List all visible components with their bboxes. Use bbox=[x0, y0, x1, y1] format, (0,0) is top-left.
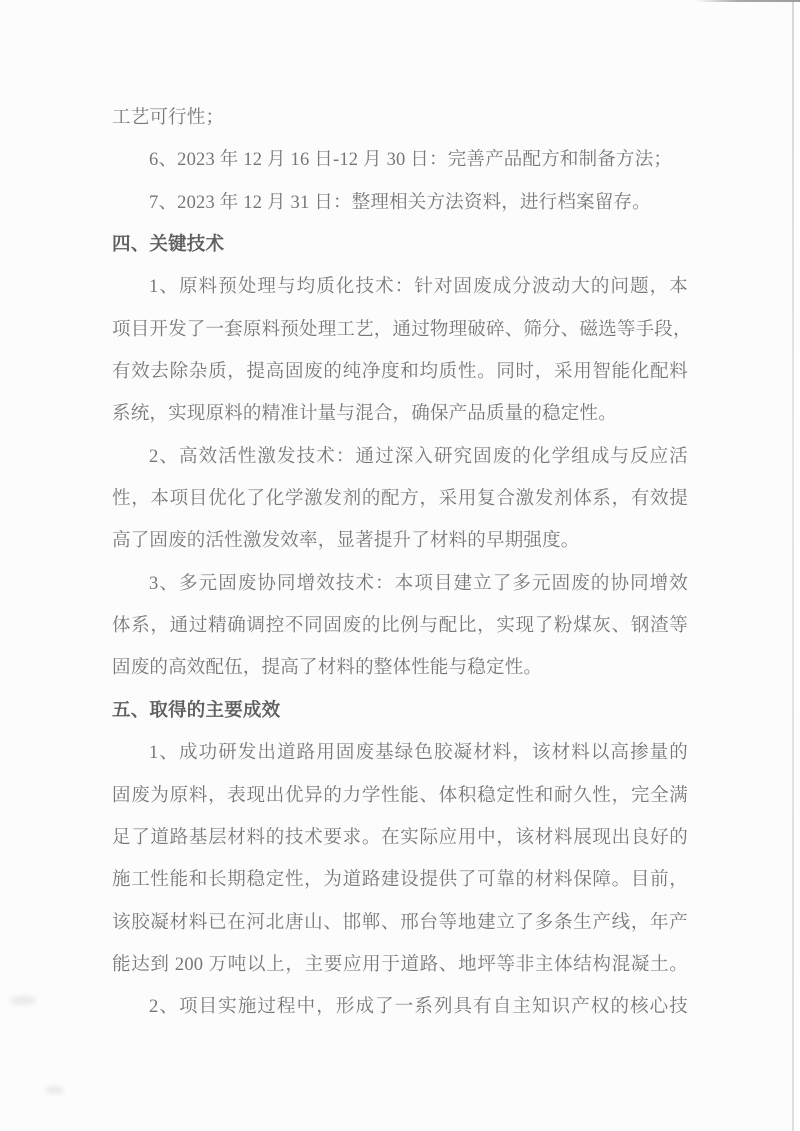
text-line: 6、2023 年 12 月 16 日-12 月 30 日：完善产品配方和制备方法； bbox=[149, 150, 673, 171]
text-line: 体系，通过精确调控不同固废的比例与配比，实现了粉煤灰、钢渣等 bbox=[112, 616, 688, 637]
scan-top-edge-artifact bbox=[696, 0, 800, 2]
text-line: 项目开发了一套原料预处理工艺，通过物理破碎、筛分、磁选等手段， bbox=[112, 319, 692, 340]
text-line: 3、多元固废协同增效技术：本项目建立了多元固废的协同增效 bbox=[149, 573, 688, 594]
text-line: 高了固废的活性激发效率，显著提升了材料的早期强度。 bbox=[112, 531, 580, 552]
scan-smudge bbox=[10, 996, 36, 1005]
text-line: 该胶凝材料已在河北唐山、邯郸、邢台等地建立了多条生产线，年产 bbox=[112, 912, 688, 933]
text-line: 性，本项目优化了化学激发剂的配方，采用复合激发剂体系，有效提 bbox=[112, 489, 688, 510]
text-line: 固废的高效配伍，提高了材料的整体性能与稳定性。 bbox=[112, 658, 543, 679]
text-line: 能达到 200 万吨以上，主要应用于道路、地坪等非主体结构混凝土。 bbox=[112, 954, 688, 975]
scan-smudge bbox=[46, 1086, 64, 1094]
text-line: 1、原料预处理与均质化技术：针对固废成分波动大的问题，本 bbox=[149, 277, 688, 298]
text-line: 有效去除杂质，提高固废的纯净度和均质性。同时，采用智能化配料 bbox=[112, 362, 688, 383]
text-line: 施工性能和长期稳定性，为道路建设提供了可靠的材料保障。目前， bbox=[112, 870, 688, 891]
scan-paper-edge bbox=[794, 0, 800, 1131]
text-line: 工艺可行性； bbox=[112, 108, 225, 128]
text-line: 2、项目实施过程中，形成了一系列具有自主知识产权的核心技 bbox=[149, 997, 688, 1018]
text-line: 足了道路基层材料的技术要求。在实际应用中，该材料展现出良好的 bbox=[112, 827, 688, 848]
document-lines bbox=[112, 97, 692, 1029]
text-line: 固废为原料，表现出优异的力学性能、体积稳定性和耐久性，完全满 bbox=[112, 785, 688, 806]
text-line: 2、高效活性激发技术：通过深入研究固废的化学组成与反应活 bbox=[149, 446, 688, 467]
text-line: 7、2023 年 12 月 31 日：整理相关方法资料，进行档案留存。 bbox=[149, 192, 651, 213]
section-heading: 四、关键技术 bbox=[112, 235, 225, 256]
scan-edge-line bbox=[792, 0, 794, 1131]
text-line: 系统，实现原料的精准计量与混合，确保产品质量的稳定性。 bbox=[112, 404, 617, 425]
section-heading: 五、取得的主要成效 bbox=[112, 700, 281, 721]
text-line: 1、成功研发出道路用固废基绿色胶凝材料，该材料以高掺量的 bbox=[149, 743, 688, 764]
